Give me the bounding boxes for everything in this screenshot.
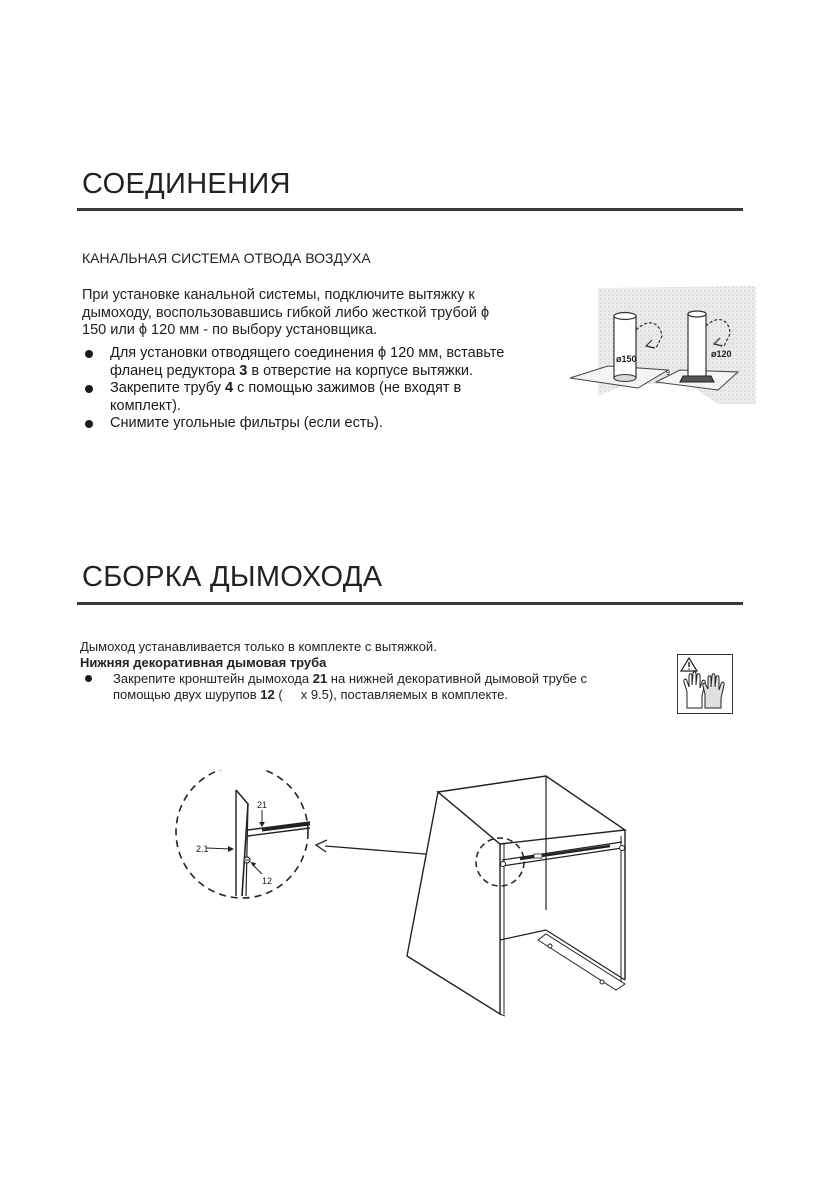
- label-21: 21: [257, 800, 268, 810]
- label-2-1: 2.1: [196, 844, 209, 854]
- chimney-assembly-figure: [170, 770, 640, 1020]
- subtitle-duct-system: КАНАЛЬНАЯ СИСТЕМА ОТВОДА ВОЗДУХА: [82, 250, 371, 266]
- bullet-item: Снимите угольные фильтры (если есть).: [82, 415, 572, 433]
- duct-pipes-figure: [568, 278, 758, 410]
- bullet-item: Закрепите трубу 4 с помощью зажимов (не входят в комплект).: [82, 380, 572, 415]
- bullet-list: [82, 345, 572, 433]
- intro-paragraph: [82, 287, 562, 340]
- label-d120: ø120: [711, 349, 732, 359]
- assembly-heading: Нижняя декоративная дымовая труба: [80, 655, 327, 670]
- assembly-text: [80, 639, 680, 703]
- detail-circle: [176, 770, 310, 898]
- section-title-chimney-assembly: СБОРКА ДЫМОХОДА: [82, 561, 383, 593]
- intro-line: 150 или ϕ 120 мм - по выбору установщика.: [82, 322, 378, 338]
- gloves-warning-icon: [677, 654, 733, 714]
- section-title-connections: СОЕДИНЕНИЯ: [82, 168, 291, 200]
- reducer-flange: [680, 376, 714, 382]
- pipe-150: [614, 316, 636, 378]
- bullet-item: Для установки отводящего соединения ϕ 120 мм, вставьте фланец редуктора 3 в отверстие на корпусе вытяжки.: [82, 345, 572, 380]
- label-9: 9: [666, 370, 670, 377]
- bullet-item: Закрепите кронштейн дымохода 21 на нижней декоративной дымовой трубе с помощью двух шурупов 12 ( x 9.5), поставляемых в комплекте.: [80, 671, 680, 703]
- title-underline: [77, 602, 743, 605]
- assembly-intro: Дымоход устанавливается только в комплекте с вытяжкой.: [80, 639, 437, 654]
- title-underline: [77, 208, 743, 211]
- pipe-120: [688, 314, 706, 378]
- chimney-box: [407, 776, 625, 1020]
- intro-line: дымоходу, воспользовавшись гибкой либо жесткой трубой ϕ: [82, 304, 490, 321]
- label-12: 12: [262, 876, 273, 886]
- intro-line: При установке канальной системы, подключите вытяжку к: [82, 287, 475, 303]
- assembly-bullet-list: [80, 671, 680, 703]
- label-d150: ø150: [616, 354, 637, 364]
